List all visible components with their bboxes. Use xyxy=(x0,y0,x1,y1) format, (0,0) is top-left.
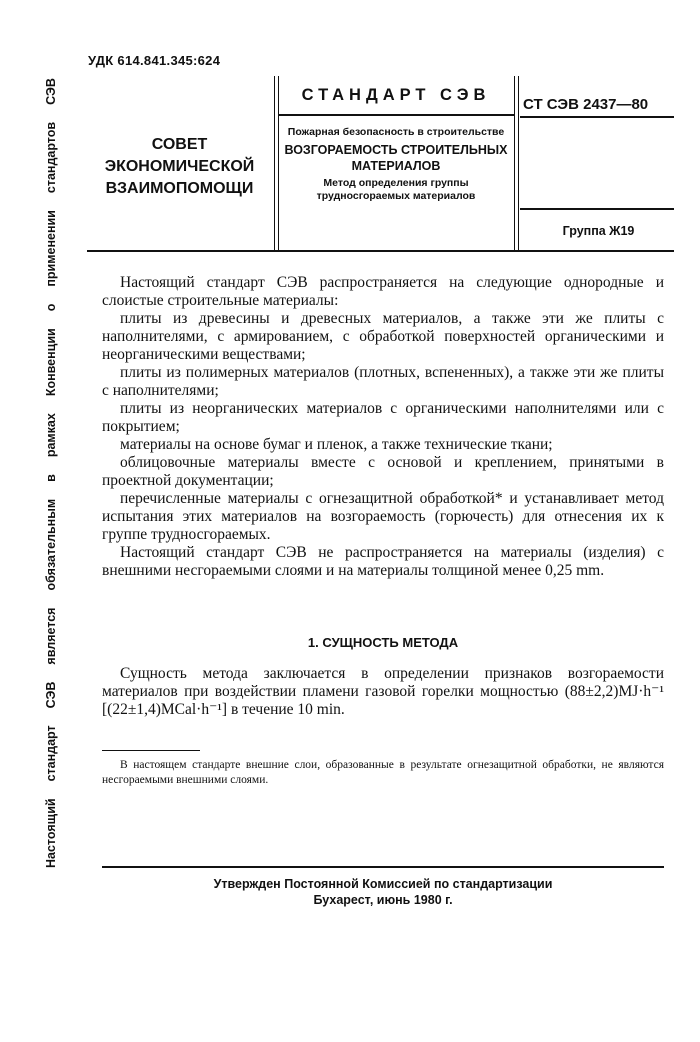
sidebar-word: о xyxy=(44,303,58,312)
approval-line: Утвержден Постоянной Комиссией по стандартизации xyxy=(213,877,553,891)
divider xyxy=(520,116,674,118)
divider xyxy=(520,208,674,210)
sidebar-word: в xyxy=(44,474,58,482)
sidebar-word: стандарт xyxy=(44,725,58,782)
council-line: ВЗАИМОПОМОЩИ xyxy=(105,180,254,197)
sidebar-word: обязательным xyxy=(44,498,58,591)
paragraph: перечисленные материалы с огнезащитной обработкой* и устанавливает метод испытания этих материалов на возгораемость (горючесть) для отнесения их к группе трудносгораемых. xyxy=(102,490,664,543)
council-name xyxy=(87,134,272,200)
approval-line: Бухарест, июнь 1980 г. xyxy=(313,893,453,907)
section-heading: 1. СУЩНОСТЬ МЕТОДА xyxy=(307,635,459,650)
document-subtitle: Метод определения группы трудносгораемых материалов xyxy=(316,177,476,202)
footnote-text: В настоящем стандарте внешние слои, образованные в результате огнезащитной обработки, не являются несгораемыми внешними слоями. xyxy=(102,759,664,786)
scope-text xyxy=(102,274,664,580)
document-titles xyxy=(278,126,514,202)
header-divider xyxy=(514,76,515,252)
paragraph: Сущность метода заключается в определении признаков возгораемости материалов при воздействии пламени газовой горелки мощностью (88±2,2)MJ·h⁻¹ [(22±1,4)MCal·h⁻¹] в течение 10 min. xyxy=(102,665,664,718)
sidebar-vertical-text xyxy=(44,78,58,868)
method-text xyxy=(102,665,664,719)
subject-line: Пожарная безопасность в строительстве xyxy=(287,126,505,138)
header-bottom-line xyxy=(87,250,674,252)
paragraph: плиты из древесины и древесных материалов, а также эти же плиты с наполнителями, с армированием, с обработкой поверхностей органическими и неорганическими веществами; xyxy=(102,310,664,363)
standard-header xyxy=(87,76,674,252)
paragraph: плиты из полимерных материалов (плотных, вспененных), а также эти же плиты с наполнителями; xyxy=(102,364,664,399)
group-code: Группа Ж19 xyxy=(562,224,635,238)
title-block xyxy=(278,76,514,252)
approval-block xyxy=(102,876,664,908)
header-divider xyxy=(518,76,519,252)
sidebar-word: Конвенции xyxy=(44,328,58,397)
paragraph: Настоящий стандарт СЭВ не распространяется на материалы (изделия) с внешними несгораемыми слоями и на материалы толщиной менее 0,25 mm. xyxy=(102,544,664,579)
sidebar-word: СЭВ xyxy=(44,681,58,709)
standard-code: СТ СЭВ 2437—80 xyxy=(523,96,649,113)
standard-title: СТАНДАРТ СЭВ xyxy=(301,86,491,104)
footnote xyxy=(102,758,664,788)
paragraph: материалы на основе бумаг и пленок, а также технические ткани; xyxy=(120,436,553,453)
document-title: ВОЗГОРАЕМОСТЬ СТРОИТЕЛЬНЫХ МАТЕРИАЛОВ xyxy=(284,143,508,173)
sidebar-word: СЭВ xyxy=(44,78,58,105)
paragraph: облицовочные материалы вместе с основой и креплением, принятыми в проектной документации; xyxy=(102,454,664,489)
council-line: СОВЕТ xyxy=(151,136,208,153)
udk-code: УДК 614.841.345:624 xyxy=(88,53,221,68)
footnote-rule xyxy=(102,750,200,751)
council-line: ЭКОНОМИЧЕСКОЙ xyxy=(104,158,255,175)
sidebar-word: рамках xyxy=(44,413,58,458)
sidebar-word: является xyxy=(44,607,58,665)
approval-rule xyxy=(102,866,664,868)
paragraph: Настоящий стандарт СЭВ распространяется на следующие однородные и слоистые строительные материалы: xyxy=(102,274,664,309)
sidebar-word: стандартов xyxy=(44,121,58,194)
paragraph: плиты из неорганических материалов с органическими наполнителями или с покрытием; xyxy=(102,400,664,435)
sidebar-word: применении xyxy=(44,210,58,287)
sidebar-word: Настоящий xyxy=(44,798,58,868)
header-divider xyxy=(274,76,275,252)
divider xyxy=(278,114,514,116)
